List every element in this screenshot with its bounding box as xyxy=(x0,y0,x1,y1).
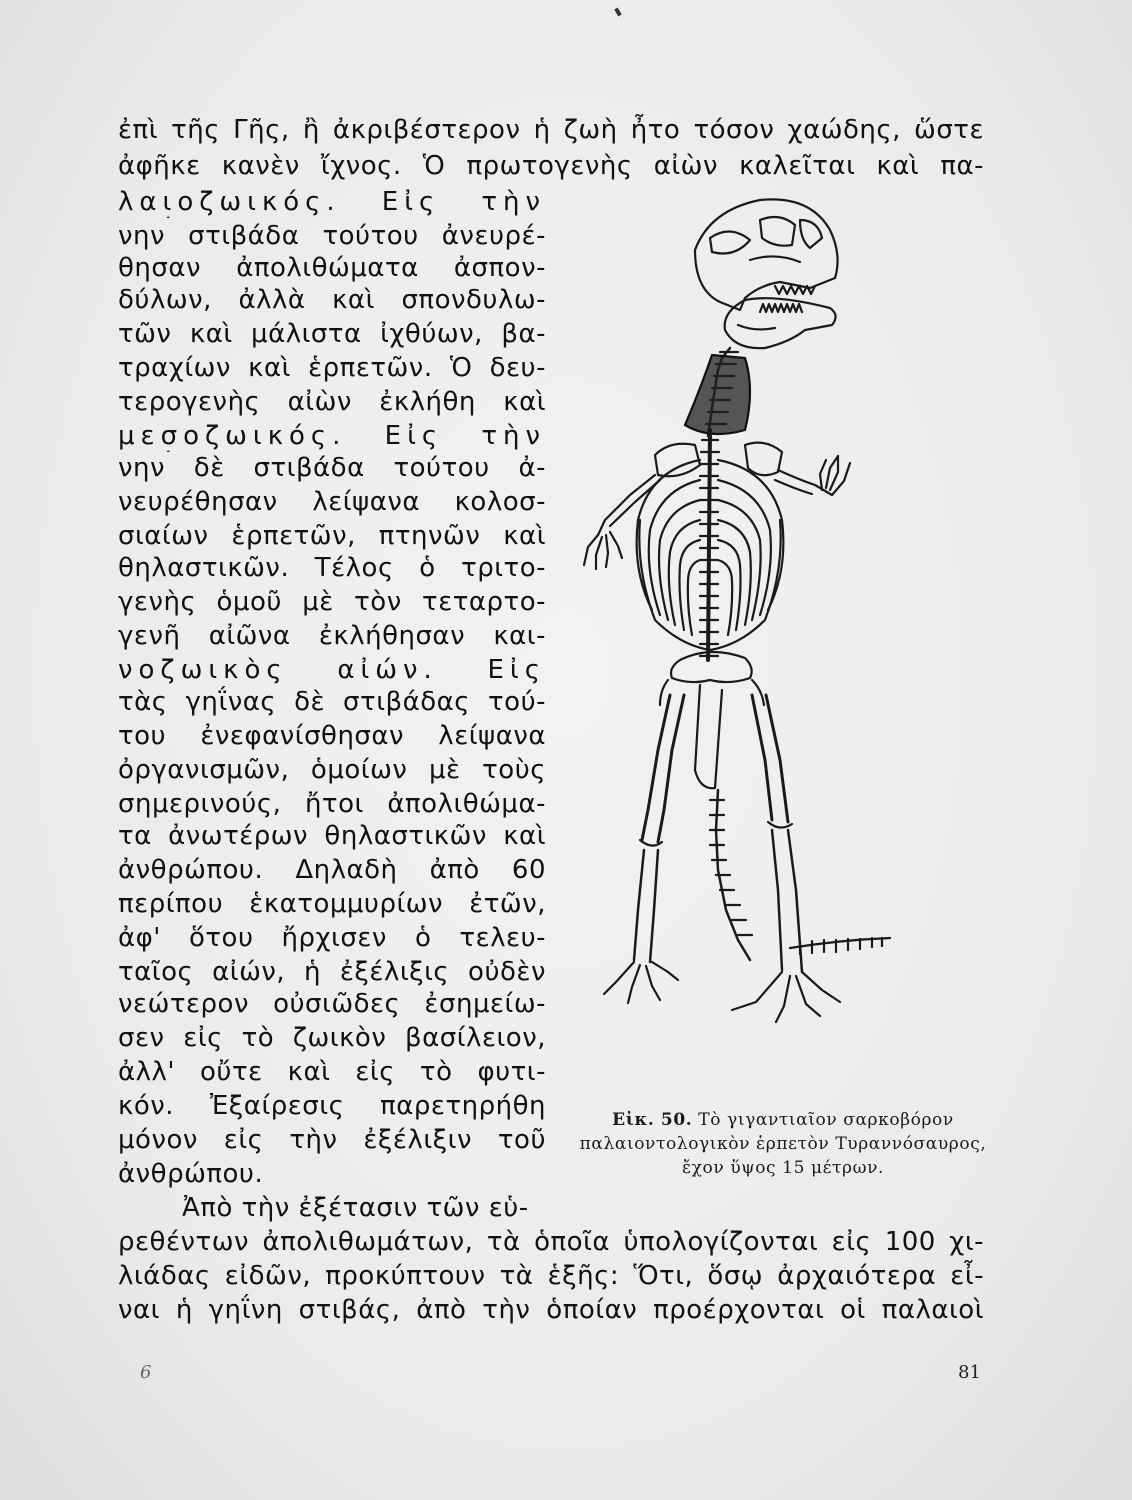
text-line: νην στιβάδα τούτου ἀνευρέ- xyxy=(118,221,546,251)
text-line: ἐπὶ τῆς Γῆς, ἢ ἀκριβέστερον ἡ ζωὴ ἦτο τόσον χαώδης, ὥστε xyxy=(118,115,984,145)
tyrannosaurus-skeleton-illustration xyxy=(560,190,900,1100)
text-line: λαιοζωικός. Εἰς τὴν xyxy=(118,187,546,217)
text-line: νευρέθησαν λείψανα κολοσ- xyxy=(118,487,546,517)
text-line: περίπου ἑκατομμυρίων ἐτῶν, xyxy=(118,889,546,919)
text-line: σεν εἰς τὸ ζωικὸν βασίλειον, xyxy=(118,1023,546,1053)
page-number: 81 xyxy=(958,1362,981,1383)
text-line: ἀνθρώπου. Δηλαδὴ ἀπὸ 60 xyxy=(118,855,546,885)
text-line: τερογενὴς αἰὼν ἐκλήθη καὶ xyxy=(118,387,546,417)
text-line: ἀφῆκε κανὲν ἴχνος. Ὁ πρωτογενὴς αἰὼν καλεῖται καὶ πα- xyxy=(118,151,984,181)
figure-caption xyxy=(575,1108,991,1180)
text-line: ὀργανισμῶν, ὁμοίων μὲ τοὺς xyxy=(118,755,546,785)
text-line: ἀφ' ὅτου ἤρχισεν ὁ τελευ- xyxy=(118,923,546,953)
text-line: τα ἀνωτέρων θηλαστικῶν καὶ xyxy=(118,821,546,851)
figure-label: Εἰκ. 50. xyxy=(612,1110,693,1130)
signature-mark: 6 xyxy=(140,1362,152,1383)
text-line: κόν. Ἐξαίρεσις παρετηρήθη xyxy=(118,1091,546,1121)
text-line: θησαν ἀπολιθώματα ἀσπον- xyxy=(118,253,546,283)
scan-mark xyxy=(614,8,621,17)
text-line: νεώτερον οὐσιῶδες ἐσημείω- xyxy=(118,989,546,1019)
figure-caption-text: Τὸ γιγαντιαῖον σαρκοβόρον παλαιοντολογικὸν ἑρπετὸν Τυραννόσαυρος, ἔχον ὕψος 15 μέτρων. xyxy=(579,1110,987,1178)
text-line: δύλων, ἀλλὰ καὶ σπονδυλω- xyxy=(118,285,546,315)
text-line: σημερινούς, ἤτοι ἀπολιθώμα- xyxy=(118,789,546,819)
text-line: μόνον εἰς τὴν ἐξέλιξιν τοῦ xyxy=(118,1125,546,1155)
text-line: θηλαστικῶν. Τέλος ὁ τριτο- xyxy=(118,553,546,583)
text-line: ρεθέντων ἀπολιθωμάτων, τὰ ὁποῖα ὑπολογίζονται εἰς 100 χι- xyxy=(118,1227,984,1257)
text-line: ταῖος αἰών, ἡ ἐξέλιξις οὐδὲν xyxy=(118,957,546,987)
text-line: νοζωικὸς αἰών. Εἰς xyxy=(118,655,546,685)
text-line: τῶν καὶ μάλιστα ἰχθύων, βα- xyxy=(118,319,546,349)
text-line: γενὴς ὁμοῦ μὲ τὸν τεταρτο- xyxy=(118,587,546,617)
text-line: λιάδας εἰδῶν, προκύπτουν τὰ ἑξῆς: Ὅτι, ὅσῳ ἀρχαιότερα εἶ- xyxy=(118,1261,984,1291)
text-line: νην δὲ στιβάδα τούτου ἀ- xyxy=(118,453,546,483)
text-line: του ἐνεφανίσθησαν λείψανα xyxy=(118,721,546,751)
text-line: ναι ἡ γηΐνη στιβάς, ἀπὸ τὴν ὁποίαν προέρχονται οἱ παλαιοὶ xyxy=(118,1295,984,1325)
text-line-indented: Ἀπὸ τὴν ἐξέτασιν τῶν εὑ- xyxy=(182,1193,529,1223)
text-line: μεσοζωικός. Εἰς τὴν xyxy=(118,421,546,451)
text-line: τὰς γηΐνας δὲ στιβάδας τού- xyxy=(118,687,546,717)
text-line: ἀλλ' οὔτε καὶ εἰς τὸ φυτι- xyxy=(118,1057,546,1087)
text-line: σιαίων ἑρπετῶν, πτηνῶν καὶ xyxy=(118,521,546,551)
text-line: ἀνθρώπου. xyxy=(118,1159,264,1189)
text-line: γενῆ αἰῶνα ἐκλήθησαν και- xyxy=(118,621,546,651)
text-line: τραχίων καὶ ἑρπετῶν. Ὁ δευ- xyxy=(118,353,546,383)
